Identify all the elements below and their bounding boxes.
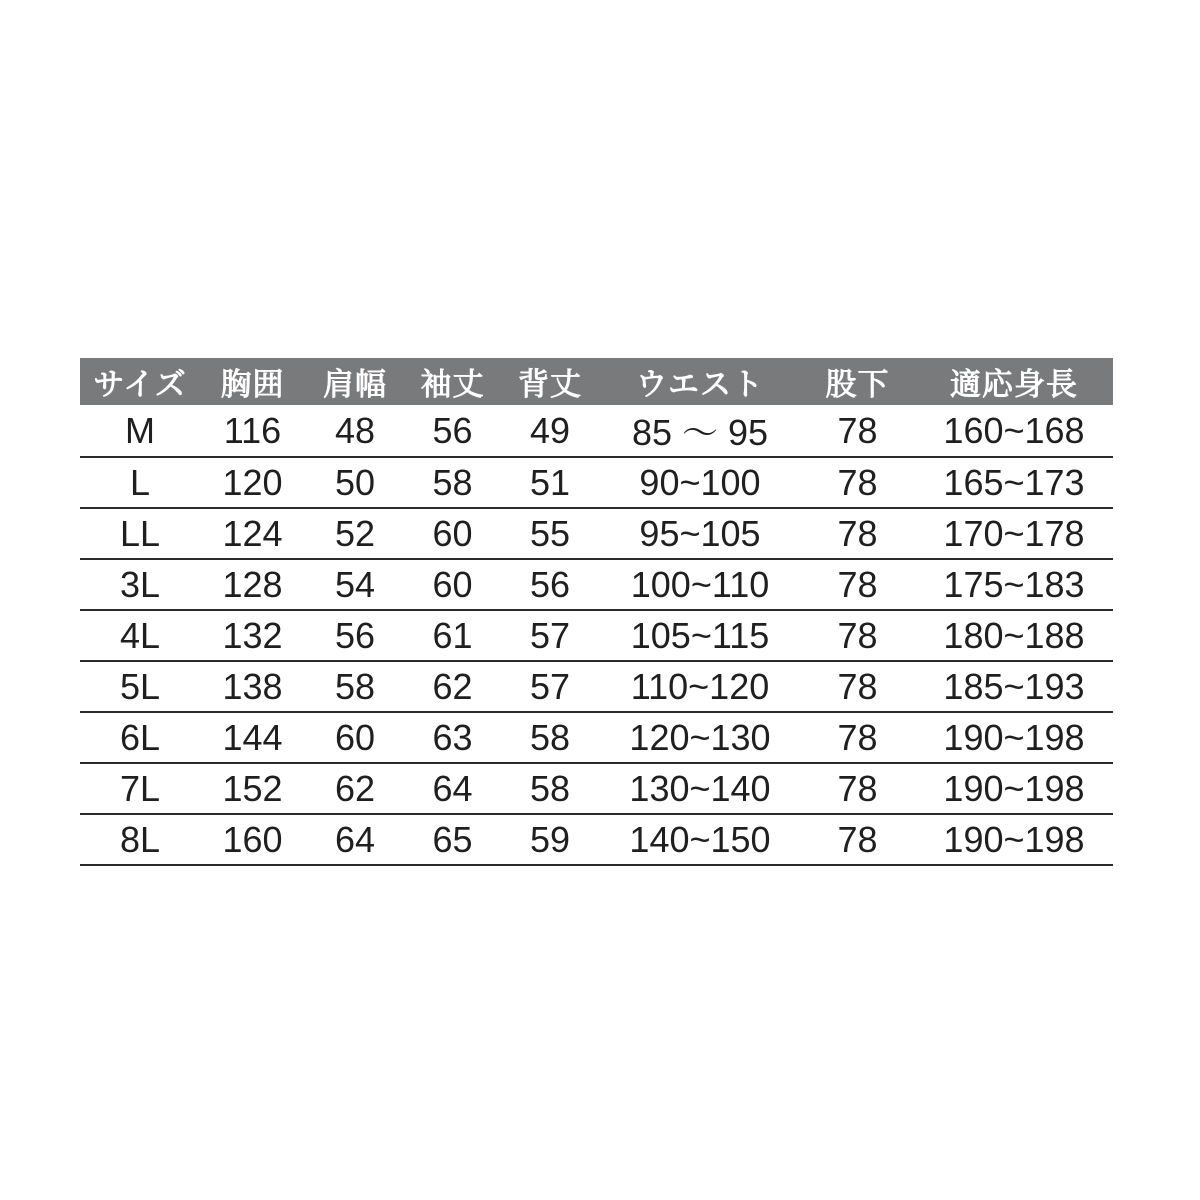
waist-cell: 95~105 xyxy=(600,508,800,559)
sleeve-cell: 63 xyxy=(405,712,500,763)
waist-cell: 100~110 xyxy=(600,559,800,610)
back-length-cell: 49 xyxy=(500,405,600,457)
sleeve-cell: 56 xyxy=(405,405,500,457)
header-size: サイズ xyxy=(80,358,200,405)
back-length-cell: 58 xyxy=(500,763,600,814)
shoulder-cell: 60 xyxy=(305,712,405,763)
shoulder-cell: 64 xyxy=(305,814,405,865)
chest-cell: 160 xyxy=(200,814,305,865)
header-sleeve: 袖丈 xyxy=(405,358,500,405)
inseam-cell: 78 xyxy=(800,712,915,763)
header-height-range: 適応身長 xyxy=(915,358,1113,405)
back-length-cell: 57 xyxy=(500,661,600,712)
shoulder-cell: 62 xyxy=(305,763,405,814)
inseam-cell: 78 xyxy=(800,763,915,814)
waist-cell: 110~120 xyxy=(600,661,800,712)
height-range-cell: 180~188 xyxy=(915,610,1113,661)
back-length-cell: 58 xyxy=(500,712,600,763)
back-length-cell: 59 xyxy=(500,814,600,865)
sleeve-cell: 61 xyxy=(405,610,500,661)
chest-cell: 120 xyxy=(200,457,305,508)
inseam-cell: 78 xyxy=(800,610,915,661)
inseam-cell: 78 xyxy=(800,405,915,457)
shoulder-cell: 58 xyxy=(305,661,405,712)
shoulder-cell: 52 xyxy=(305,508,405,559)
height-range-cell: 190~198 xyxy=(915,712,1113,763)
header-row xyxy=(80,358,1113,405)
waist-cell: 120~130 xyxy=(600,712,800,763)
shoulder-cell: 48 xyxy=(305,405,405,457)
chest-cell: 132 xyxy=(200,610,305,661)
table-row-8l xyxy=(80,814,1113,865)
header-back-length: 背丈 xyxy=(500,358,600,405)
chest-cell: 144 xyxy=(200,712,305,763)
height-range-cell: 185~193 xyxy=(915,661,1113,712)
back-length-cell: 51 xyxy=(500,457,600,508)
size-cell: 7L xyxy=(80,763,200,814)
size-cell: 6L xyxy=(80,712,200,763)
size-cell: 4L xyxy=(80,610,200,661)
height-range-cell: 165~173 xyxy=(915,457,1113,508)
size-cell: 3L xyxy=(80,559,200,610)
size-cell: M xyxy=(80,405,200,457)
table-row-m xyxy=(80,405,1113,457)
sleeve-cell: 62 xyxy=(405,661,500,712)
table-row-3l xyxy=(80,559,1113,610)
size-chart-table xyxy=(80,358,1113,866)
back-length-cell: 56 xyxy=(500,559,600,610)
back-length-cell: 55 xyxy=(500,508,600,559)
table-row-4l xyxy=(80,610,1113,661)
shoulder-cell: 56 xyxy=(305,610,405,661)
inseam-cell: 78 xyxy=(800,559,915,610)
sleeve-cell: 60 xyxy=(405,559,500,610)
table-row-l xyxy=(80,457,1113,508)
waist-cell: 105~115 xyxy=(600,610,800,661)
sleeve-cell: 64 xyxy=(405,763,500,814)
table-row-ll xyxy=(80,508,1113,559)
inseam-cell: 78 xyxy=(800,457,915,508)
height-range-cell: 190~198 xyxy=(915,763,1113,814)
height-range-cell: 190~198 xyxy=(915,814,1113,865)
inseam-cell: 78 xyxy=(800,814,915,865)
waist-cell: 85 ～ 95 xyxy=(600,405,800,457)
waist-cell: 130~140 xyxy=(600,763,800,814)
chest-cell: 116 xyxy=(200,405,305,457)
chest-cell: 124 xyxy=(200,508,305,559)
chest-cell: 138 xyxy=(200,661,305,712)
header-chest: 胸囲 xyxy=(200,358,305,405)
inseam-cell: 78 xyxy=(800,661,915,712)
size-cell: 5L xyxy=(80,661,200,712)
size-cell: LL xyxy=(80,508,200,559)
header-waist: ウエスト xyxy=(600,358,800,405)
waist-cell: 140~150 xyxy=(600,814,800,865)
chest-cell: 152 xyxy=(200,763,305,814)
height-range-cell: 170~178 xyxy=(915,508,1113,559)
size-cell: L xyxy=(80,457,200,508)
shoulder-cell: 50 xyxy=(305,457,405,508)
chest-cell: 128 xyxy=(200,559,305,610)
shoulder-cell: 54 xyxy=(305,559,405,610)
sleeve-cell: 65 xyxy=(405,814,500,865)
sleeve-cell: 60 xyxy=(405,508,500,559)
back-length-cell: 57 xyxy=(500,610,600,661)
table-row-6l xyxy=(80,712,1113,763)
height-range-cell: 175~183 xyxy=(915,559,1113,610)
height-range-cell: 160~168 xyxy=(915,405,1113,457)
table-row-7l xyxy=(80,763,1113,814)
sleeve-cell: 58 xyxy=(405,457,500,508)
header-inseam: 股下 xyxy=(800,358,915,405)
inseam-cell: 78 xyxy=(800,508,915,559)
size-cell: 8L xyxy=(80,814,200,865)
waist-cell: 90~100 xyxy=(600,457,800,508)
table-row-5l xyxy=(80,661,1113,712)
header-shoulder: 肩幅 xyxy=(305,358,405,405)
